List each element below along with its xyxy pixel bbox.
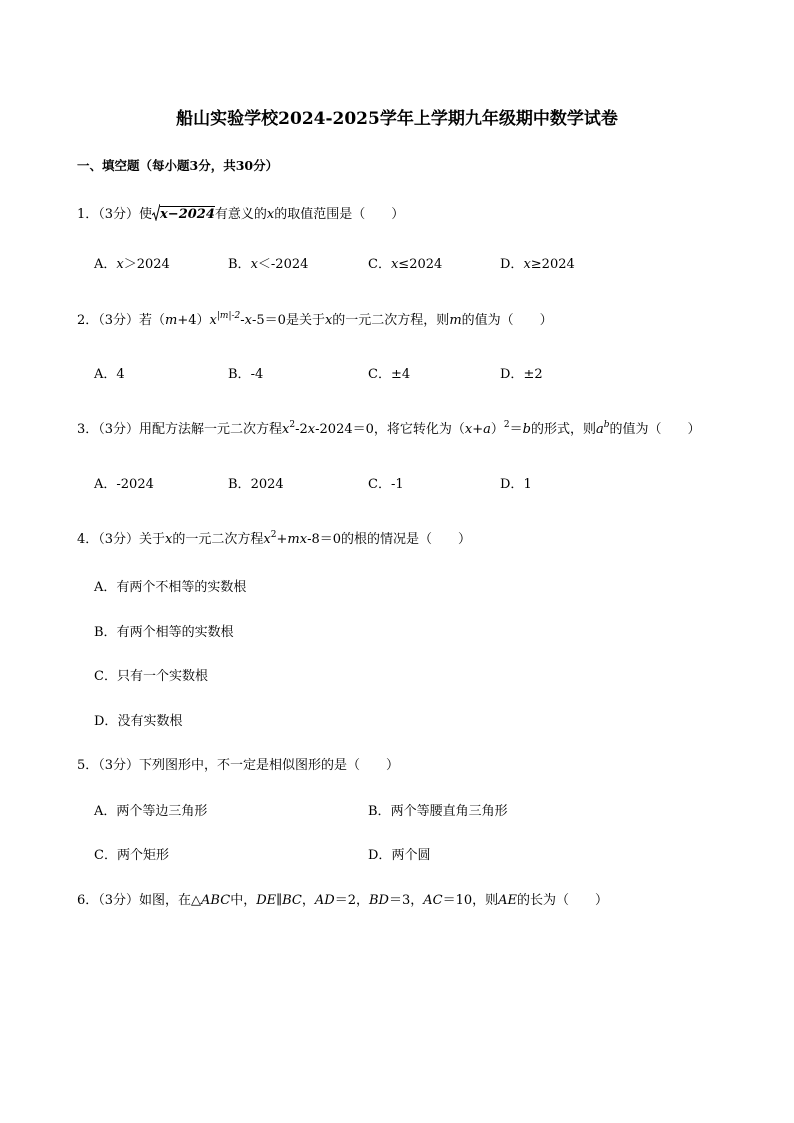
option-text: 两个等边三角形 [116,804,208,819]
option-label: A． [94,257,117,272]
option-label: B． [368,804,391,819]
option-text: 没有实数根 [117,714,183,729]
variable-a: a [483,422,491,437]
exponent: 2 [289,420,296,430]
q5-option-d[interactable] [368,844,430,863]
q1-option-b[interactable] [228,253,308,272]
q5-option-a[interactable] [94,800,207,819]
variable-x: x [116,257,124,272]
option-label: C． [94,848,117,863]
question-2 [77,309,553,328]
q3-option-d[interactable] [500,473,532,492]
option-label: A． [94,367,117,382]
text-part: ＝10，则 [442,893,499,908]
option-text: 两个矩形 [116,848,169,863]
option-text: 两个圆 [391,848,431,863]
segment-bd: BD [369,893,389,908]
q4-option-b[interactable] [94,621,234,640]
q5-option-c[interactable] [94,844,169,863]
option-label: C． [368,477,391,492]
question-4 [77,528,471,547]
variable-x: x [266,207,275,222]
variable-x: x [307,422,316,437]
variable-b: b [522,422,531,437]
q5-option-b[interactable] [368,800,508,819]
section-heading: 一、填空题（每小题3分，共30分） [77,158,279,173]
q2-option-d[interactable] [500,363,543,382]
option-label: A． [94,477,117,492]
text-part: 的一元二次方程 [172,532,264,547]
option-label: D． [500,477,524,492]
option-label: B． [228,257,251,272]
option-text: 有两个相等的实数根 [116,625,234,640]
q2-option-b[interactable] [228,363,263,382]
q1-option-c[interactable] [368,253,442,272]
segment-de: DE [256,893,277,908]
option-text: ±2 [523,367,543,382]
exam-title: 船山实验学校2024-2025学年上学期九年级期中数学试卷 [176,109,618,129]
option-text: 4 [116,367,125,382]
variable-x: x [324,313,333,328]
text-part: -5＝0是关于 [252,313,325,328]
q2-option-c[interactable] [368,363,410,382]
text-part: + [472,422,484,437]
option-text: 有两个不相等的实数根 [116,580,247,595]
option-text: ±4 [390,367,411,382]
option-label: C． [368,257,391,272]
exponent: 2 [270,530,277,540]
q4-option-d[interactable] [94,710,182,729]
q3-option-a[interactable] [94,473,154,492]
radical-sign-icon [152,204,160,221]
question-1 [77,203,404,222]
text-part: -8＝0的根的情况是（ ） [307,532,471,547]
q2-option-a[interactable] [94,363,125,382]
text-part: +4） [177,313,210,328]
q3-option-b[interactable] [228,473,284,492]
question-1-number: 1．（3分）使 [77,207,153,222]
variable-mx: mx [287,532,308,547]
option-text: 1 [523,477,532,492]
option-text: ≤2024 [398,257,443,272]
variable-m: m [165,313,178,328]
variable-x: x [464,422,473,437]
variable-m: m [449,313,462,328]
text-part: ） [490,422,504,437]
question-3 [77,418,701,437]
parallel-symbol: ∥ [276,893,283,908]
q4-option-c[interactable] [94,665,208,684]
question-1-tail: 的取值范围是（ ） [274,207,405,222]
question-6-number: 6．（3分）如图，在△ [77,893,202,908]
option-text: 两个等腰直角三角形 [390,804,508,819]
option-label: C． [368,367,391,382]
text-part: + [276,532,288,547]
variable-x: x [209,313,217,328]
option-label: B． [94,625,117,640]
option-text: -4 [250,367,264,382]
triangle-name: ABC [201,893,231,908]
segment-ad: AD [314,893,335,908]
variable-x: x [282,422,290,437]
segment-ae: AE [498,893,518,908]
option-label: D． [500,257,524,272]
text-part: -2 [295,422,308,437]
text-part: 中， [230,893,257,908]
exponent: |m|-2 [216,311,241,321]
option-text: ≥2024 [530,257,575,272]
option-label: A． [94,580,117,595]
text-part: 的一元二次方程，则 [332,313,450,328]
option-text: ＜-2024 [257,257,309,272]
text-part: -2024＝0，将它转化为（ [315,422,465,437]
option-label: D． [368,848,392,863]
text-part: 的长为（ ） [517,893,609,908]
segment-bc: BC [282,893,302,908]
variable-x: x [250,257,258,272]
option-text: 2024 [250,477,284,492]
q3-option-c[interactable] [368,473,404,492]
variable-x: x [244,313,253,328]
option-text: -1 [390,477,404,492]
text-part: ＝ [509,422,523,437]
option-label: C． [94,669,117,684]
option-text: 只有一个实数根 [116,669,208,684]
question-2-number: 2．（3分）若（ [77,313,166,328]
question-3-number: 3．（3分）用配方法解一元二次方程 [77,422,283,437]
q1-option-a[interactable] [94,253,170,272]
q1-option-d[interactable] [500,253,575,272]
variable-a: a [596,422,604,437]
exponent: b [603,420,610,430]
text-part: - [240,313,245,328]
variable-x: x [165,532,173,547]
variable-x: x [390,257,399,272]
option-label: D． [94,714,118,729]
segment-ac: AC [423,893,443,908]
question-5: 5．（3分）下列图形中，不一定是相似图形的是（ ） [77,758,400,773]
question-6 [77,889,608,908]
radicand: x−2024 [160,207,215,222]
option-label: B． [228,367,251,382]
option-label: B． [228,477,251,492]
text-part: ， [301,893,315,908]
exponent: 2 [503,420,510,430]
sqrt-expression [152,207,215,222]
option-label: A． [94,804,117,819]
option-label: D． [500,367,524,382]
question-1-text: 有意义的 [214,207,267,222]
q4-option-a[interactable] [94,576,246,595]
text-part: ＝3， [388,893,424,908]
question-4-number: 4．（3分）关于 [77,532,166,547]
text-part: 的值为（ ） [609,422,701,437]
text-part: 的形式，则 [531,422,597,437]
text-part: ＝2， [334,893,369,908]
text-part: 的值为（ ） [461,313,553,328]
option-text: ＞2024 [123,257,170,272]
variable-x: x [263,532,271,547]
option-text: -2024 [116,477,154,492]
variable-x: x [523,257,531,272]
